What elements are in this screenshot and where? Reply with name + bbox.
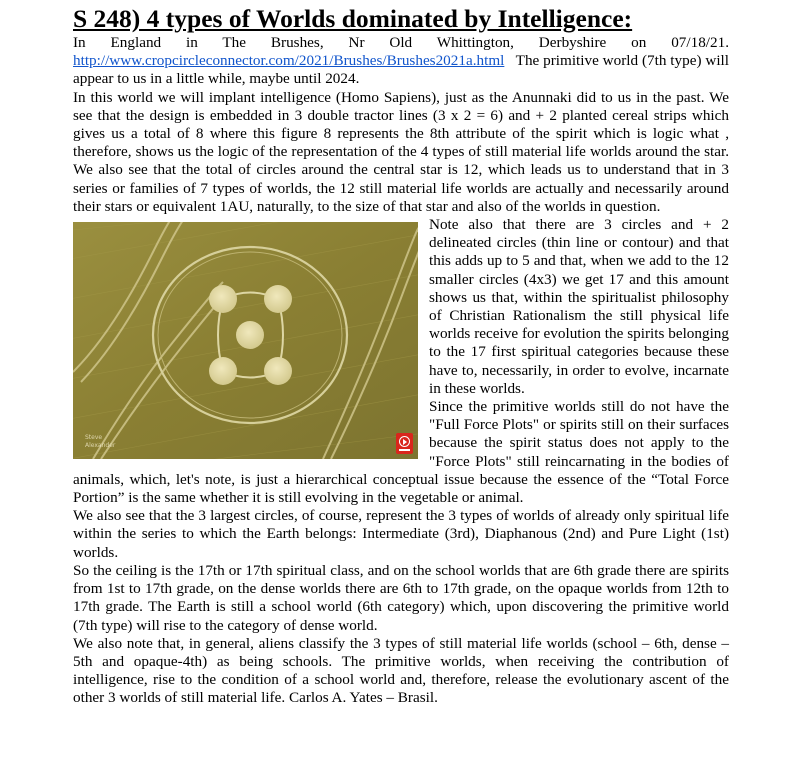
crop-circle-bottom-left <box>209 357 237 385</box>
crop-circle-bottom-right <box>264 357 292 385</box>
page-title: S 248) 4 types of Worlds dominated by Intelligence: <box>73 4 633 33</box>
crop-circle-top-left <box>209 285 237 313</box>
document-page <box>73 4 729 708</box>
crop-circle-photo[interactable] <box>73 222 418 459</box>
video-play-icon[interactable] <box>396 433 413 454</box>
paragraph-aliens: We also note that, in general, aliens classify the 3 types of still material life worlds (school – 6th, dense – 5th and opaque-4th) as being schools. The primitive worlds, when receiving the contribution of intelligence, rise to the condition of a school world and, therefore, release the evolutionary ascent of the other 3 worlds of still material life. Carlos A. Yates – Brasil. <box>73 634 729 707</box>
paragraph-circles: Note also that there are 3 circles and + 2 delineated circles (thin line or contour) and that this adds up to 5 and that, when we add to the 12 smaller circles (4x3) we get 17 and this amount shows us that, within the spiritualist philosophy of Christian Rationalism the still physical life worlds receive for evolution the spirits belonging to the 17 first spiritual categories because these have to, necessarily, in order to evolve, incarnate in these worlds. <box>429 216 729 397</box>
location-text: In England in The Brushes, Nr Old Whittington, Derbyshire on 07/18/21. <box>73 34 729 51</box>
crop-circle-top-right <box>264 285 292 313</box>
svg-text:Alexander: Alexander <box>85 442 116 450</box>
paragraph-largest-circles: We also see that the 3 largest circles, of course, represent the 3 types of worlds of already only spiritual life within the series to which the Earth belongs: Intermediate (3rd), Diaphanous (2nd) and Pure Light (1st) worlds. <box>73 507 729 561</box>
paragraph-primitive-worlds: Since the primitive worlds still do not have the "Full Force Plots" or spirits still on their surfaces because the spirit status does not apply to the "Force Plots" still reincarnating in the bodies of animals, which, let's note, is just a hierarchical conceptual issue because the essence of the “Total Force Portion” is the same whether it is still evolving in the vegetable or animal. <box>73 398 729 507</box>
article-body <box>73 34 729 708</box>
paragraph-ceiling: So the ceiling is the 17th or 17th spiritual class, and on the school worlds that are 6th grade there are spirits from 1st to 17th grade, on the dense worlds there are 6th to 17th grade, on the opaque worlds from 12th to 17th grade. The Earth is still a school world (6th category) which, upon discovering the primitive world (7th type) will rise to the category of dense world. <box>73 561 729 634</box>
paragraph-implant: In this world we will implant intelligence (Homo Sapiens), just as the Anunnaki did to us in the past. We see that the design is embedded in 3 double tractor lines (3 x 2 = 6) and + 2 planted cereal strips which gives us a total of 8 where this figure 8 represents the 8th attribute of the spirit which is logic what , therefore, shows us the logic of the representation of the 4 types of still material life worlds around the star. We also see that the total of circles around the central star is 12, which leads us to understand that in 3 series or families of 7 types of worlds, the 12 still material life worlds are actually and necessarily around their stars or equivalent 1AU, naturally, to the size of that star and also of the worlds in question. <box>73 88 729 215</box>
intro-continuation: The primitive world (7th type) will appear to us in a little while, maybe until 2024. <box>73 52 729 88</box>
svg-text:Steve: Steve <box>85 434 103 442</box>
crop-circle-center <box>236 321 264 349</box>
intro-paragraph <box>73 34 729 89</box>
source-link[interactable]: http://www.cropcircleconnector.com/2021/Brushes/Brushes2021a.html <box>73 52 505 70</box>
